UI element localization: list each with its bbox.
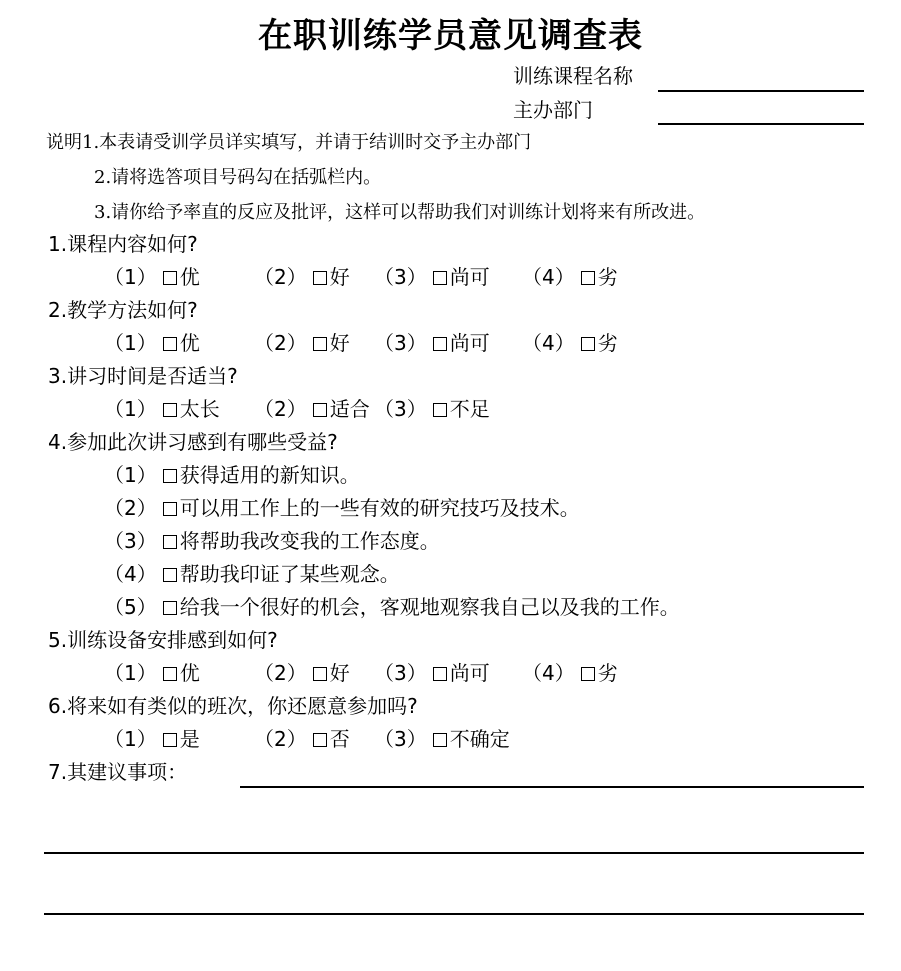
q4-option-5[interactable] bbox=[104, 594, 680, 620]
checkbox-icon[interactable] bbox=[163, 535, 177, 549]
q4-option-1[interactable] bbox=[104, 462, 360, 488]
course-name-field[interactable] bbox=[658, 90, 864, 92]
checkbox-icon[interactable] bbox=[581, 337, 595, 351]
department-label: 主办部门 bbox=[513, 98, 593, 122]
option-number: （2） bbox=[254, 265, 307, 289]
checkbox-icon[interactable] bbox=[163, 601, 177, 615]
q3-option-2[interactable] bbox=[254, 396, 370, 422]
option-number: （4） bbox=[522, 265, 575, 289]
checkbox-icon[interactable] bbox=[433, 403, 447, 417]
option-label: 帮助我印证了某些观念。 bbox=[179, 562, 400, 586]
page-title: 在职训练学员意见调查表 bbox=[258, 16, 643, 56]
option-label: 可以用工作上的一些有效的研究技巧及技术。 bbox=[179, 496, 580, 520]
question-6: 6.将来如有类似的班次，你还愿意参加吗? bbox=[48, 694, 418, 718]
suggestion-line-2[interactable] bbox=[44, 852, 864, 854]
option-label: 优 bbox=[179, 661, 200, 685]
checkbox-icon[interactable] bbox=[313, 337, 327, 351]
option-number: （1） bbox=[104, 265, 157, 289]
suggestion-line-1[interactable] bbox=[240, 786, 864, 788]
q2-option-2[interactable] bbox=[254, 330, 350, 356]
q4-option-3[interactable] bbox=[104, 528, 440, 554]
option-label: 太长 bbox=[179, 397, 220, 421]
option-number: （4） bbox=[522, 331, 575, 355]
note-1: 说明1.本表请受训学员详实填写，并请于结训时交予主办部门 bbox=[46, 132, 532, 153]
checkbox-icon[interactable] bbox=[163, 469, 177, 483]
checkbox-icon[interactable] bbox=[163, 271, 177, 285]
option-number: （2） bbox=[254, 331, 307, 355]
option-number: （3） bbox=[374, 265, 427, 289]
option-number: （1） bbox=[104, 397, 157, 421]
option-number: （2） bbox=[104, 496, 157, 520]
option-number: （3） bbox=[374, 727, 427, 751]
option-number: （5） bbox=[104, 595, 157, 619]
checkbox-icon[interactable] bbox=[163, 337, 177, 351]
checkbox-icon[interactable] bbox=[433, 733, 447, 747]
suggestion-line-3[interactable] bbox=[44, 913, 864, 915]
note-2: 2.请将选答项目号码勾在括弧栏内。 bbox=[94, 167, 382, 188]
q6-option-2[interactable] bbox=[254, 726, 350, 752]
q2-option-4[interactable] bbox=[522, 330, 618, 356]
q5-option-4[interactable] bbox=[522, 660, 618, 686]
question-2: 2.教学方法如何? bbox=[48, 298, 198, 322]
checkbox-icon[interactable] bbox=[433, 271, 447, 285]
department-field[interactable] bbox=[658, 123, 864, 125]
option-number: （3） bbox=[104, 529, 157, 553]
option-label: 劣 bbox=[597, 265, 618, 289]
option-label: 优 bbox=[179, 265, 200, 289]
checkbox-icon[interactable] bbox=[163, 502, 177, 516]
question-7: 7.其建议事项： bbox=[48, 760, 188, 784]
checkbox-icon[interactable] bbox=[163, 568, 177, 582]
option-label: 获得适用的新知识。 bbox=[179, 463, 360, 487]
option-number: （2） bbox=[254, 727, 307, 751]
note-3: 3.请你给予率直的反应及批评，这样可以帮助我们对训练计划将来有所改进。 bbox=[94, 202, 706, 223]
option-label: 劣 bbox=[597, 661, 618, 685]
question-3: 3.讲习时间是否适当? bbox=[48, 364, 238, 388]
option-label: 否 bbox=[329, 727, 350, 751]
option-number: （1） bbox=[104, 463, 157, 487]
q1-option-2[interactable] bbox=[254, 264, 350, 290]
option-label: 给我一个很好的机会，客观地观察我自己以及我的工作。 bbox=[179, 595, 680, 619]
checkbox-icon[interactable] bbox=[163, 733, 177, 747]
option-number: （2） bbox=[254, 397, 307, 421]
q4-option-2[interactable] bbox=[104, 495, 580, 521]
option-number: （4） bbox=[104, 562, 157, 586]
q5-option-2[interactable] bbox=[254, 660, 350, 686]
checkbox-icon[interactable] bbox=[313, 403, 327, 417]
option-label: 好 bbox=[329, 265, 350, 289]
question-5: 5.训练设备安排感到如何? bbox=[48, 628, 278, 652]
option-number: （3） bbox=[374, 661, 427, 685]
q2-option-3[interactable] bbox=[374, 330, 490, 356]
option-label: 不足 bbox=[449, 397, 490, 421]
course-name-label: 训练课程名称 bbox=[513, 64, 633, 88]
q1-option-3[interactable] bbox=[374, 264, 490, 290]
checkbox-icon[interactable] bbox=[163, 403, 177, 417]
q6-option-3[interactable] bbox=[374, 726, 510, 752]
question-4: 4.参加此次讲习感到有哪些受益? bbox=[48, 430, 338, 454]
q1-option-4[interactable] bbox=[522, 264, 618, 290]
option-number: （2） bbox=[254, 661, 307, 685]
q5-option-3[interactable] bbox=[374, 660, 490, 686]
question-1: 1.课程内容如何? bbox=[48, 232, 198, 256]
option-label: 优 bbox=[179, 331, 200, 355]
option-label: 尚可 bbox=[449, 331, 490, 355]
checkbox-icon[interactable] bbox=[313, 733, 327, 747]
option-label: 不确定 bbox=[449, 727, 510, 751]
option-number: （1） bbox=[104, 331, 157, 355]
option-number: （1） bbox=[104, 661, 157, 685]
q6-option-1[interactable] bbox=[104, 726, 200, 752]
q1-option-1[interactable] bbox=[104, 264, 200, 290]
q4-option-4[interactable] bbox=[104, 561, 400, 587]
option-label: 尚可 bbox=[449, 265, 490, 289]
option-label: 好 bbox=[329, 331, 350, 355]
checkbox-icon[interactable] bbox=[313, 271, 327, 285]
checkbox-icon[interactable] bbox=[163, 667, 177, 681]
option-number: （4） bbox=[522, 661, 575, 685]
option-label: 适合 bbox=[329, 397, 370, 421]
q3-option-3[interactable] bbox=[374, 396, 490, 422]
option-label: 尚可 bbox=[449, 661, 490, 685]
option-number: （3） bbox=[374, 331, 427, 355]
option-label: 将帮助我改变我的工作态度。 bbox=[179, 529, 440, 553]
option-label: 劣 bbox=[597, 331, 618, 355]
option-number: （3） bbox=[374, 397, 427, 421]
checkbox-icon[interactable] bbox=[433, 337, 447, 351]
checkbox-icon[interactable] bbox=[581, 271, 595, 285]
checkbox-icon[interactable] bbox=[433, 667, 447, 681]
option-label: 好 bbox=[329, 661, 350, 685]
q2-option-1[interactable] bbox=[104, 330, 200, 356]
checkbox-icon[interactable] bbox=[313, 667, 327, 681]
option-label: 是 bbox=[179, 727, 200, 751]
option-number: （1） bbox=[104, 727, 157, 751]
q3-option-1[interactable] bbox=[104, 396, 220, 422]
checkbox-icon[interactable] bbox=[581, 667, 595, 681]
q5-option-1[interactable] bbox=[104, 660, 200, 686]
